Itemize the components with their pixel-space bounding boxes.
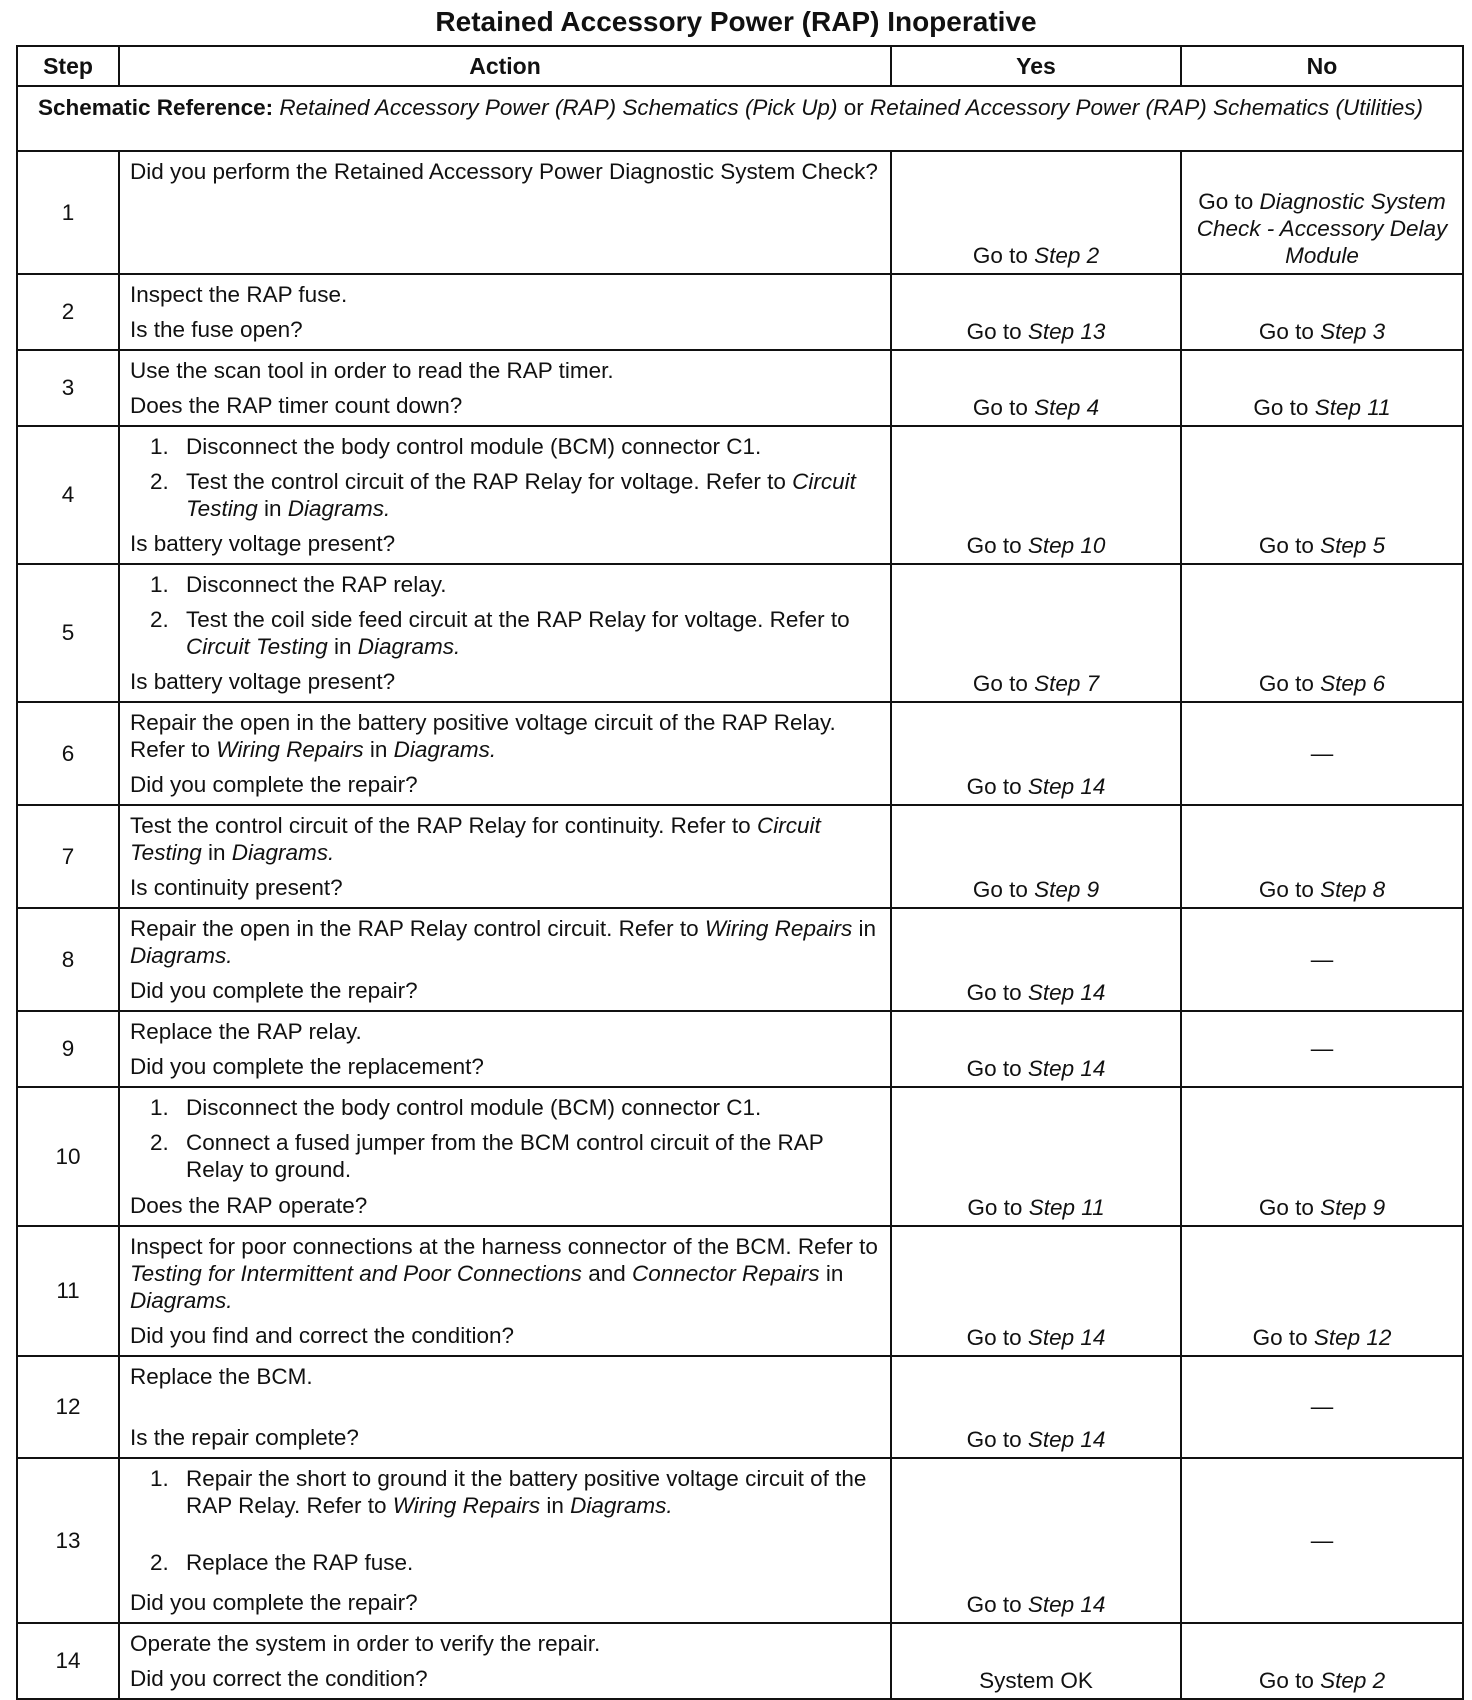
yes-result (891, 1087, 1181, 1226)
text-segment: Go to (1198, 189, 1260, 214)
action-cell (119, 564, 891, 702)
action-list-item (130, 606, 880, 660)
italic-reference-text: Diagrams. (231, 840, 335, 865)
italic-reference-text: Diagrams. (287, 496, 391, 521)
action-cell (119, 1226, 891, 1356)
step-number: 7 (17, 805, 119, 908)
action-cell (119, 1623, 891, 1699)
text-segment: — (1310, 740, 1334, 766)
no-result (1181, 151, 1463, 274)
text-segment: Go to (1258, 671, 1321, 696)
italic-reference-text: Step 9 (1034, 877, 1100, 902)
text-segment: — (1310, 1036, 1334, 1061)
action-paragraph (130, 709, 880, 763)
italic-reference-text: Step 6 (1320, 671, 1386, 696)
action-question: Is battery voltage present? (130, 531, 396, 556)
table-row-step-3 (17, 350, 1463, 426)
yes-result (891, 1623, 1181, 1699)
step-number: 8 (17, 908, 119, 1011)
no-result (1181, 564, 1463, 702)
italic-reference-text: Step 14 (1027, 1325, 1106, 1350)
no-result (1181, 274, 1463, 350)
yes-result (891, 426, 1181, 564)
text-segment: in (257, 496, 288, 521)
text-segment: in (327, 634, 358, 659)
table-row-step-11 (17, 1226, 1463, 1356)
text-segment: Inspect the RAP fuse. (130, 282, 348, 307)
action-question: Did you complete the replacement? (130, 1054, 484, 1079)
action-paragraph (130, 812, 880, 866)
italic-reference-text: Step 11 (1028, 1195, 1105, 1220)
italic-reference-text: Step 7 (1034, 671, 1100, 696)
text-segment: Go to (1252, 1325, 1314, 1350)
action-cell (119, 1011, 891, 1087)
italic-reference-text: Diagnostic System Check - Accessory Delay Module (1196, 189, 1448, 268)
action-question: Did you complete the repair? (130, 772, 418, 797)
action-paragraph (130, 1018, 880, 1045)
action-list-item (130, 433, 880, 460)
action-cell (119, 805, 891, 908)
action-question: Is battery voltage present? (130, 669, 396, 694)
list-number: 1. (150, 572, 169, 597)
action-cell (119, 274, 891, 350)
text-segment: in (363, 737, 394, 762)
list-number: 1. (150, 434, 169, 459)
step-number: 3 (17, 350, 119, 426)
yes-result (891, 702, 1181, 805)
page-title: Retained Accessory Power (RAP) Inoperative (435, 6, 1037, 37)
italic-reference-text: Wiring Repairs (392, 1493, 541, 1518)
header-step: Step (17, 46, 119, 86)
italic-reference-text: Step 13 (1027, 319, 1106, 344)
action-list-item (130, 1129, 880, 1183)
no-result (1181, 805, 1463, 908)
no-result (1181, 908, 1463, 1011)
text-segment: Go to (966, 1592, 1028, 1617)
text-segment: Disconnect the body control module (BCM) connector C1. (186, 1095, 762, 1120)
text-segment: Go to (966, 319, 1028, 344)
text-segment: Go to (972, 877, 1035, 902)
action-paragraph (130, 158, 880, 185)
action-question: Does the RAP operate? (130, 1193, 368, 1218)
text-segment: in (852, 916, 876, 941)
italic-reference-text: Diagrams. (357, 634, 461, 659)
action-cell (119, 908, 891, 1011)
no-result (1181, 426, 1463, 564)
no-result (1181, 1623, 1463, 1699)
italic-reference-text: Diagrams. (570, 1493, 673, 1518)
step-number: 13 (17, 1458, 119, 1623)
text-segment: Go to (967, 1195, 1029, 1220)
diagnostic-table (16, 45, 1464, 1700)
italic-reference-text: Step 14 (1027, 1592, 1106, 1617)
yes-result (891, 805, 1181, 908)
italic-reference-text: Step 3 (1320, 319, 1386, 344)
list-number: 1. (150, 1466, 169, 1491)
schematic-reference-row (17, 86, 1463, 151)
list-number: 1. (150, 1095, 169, 1120)
yes-result (891, 1011, 1181, 1087)
text-segment: Disconnect the body control module (BCM) connector C1. (186, 434, 762, 459)
step-number: 5 (17, 564, 119, 702)
yes-result (891, 908, 1181, 1011)
step-number: 11 (17, 1226, 119, 1356)
text-segment: Repair the short to ground it the battery positive voltage circuit of the RAP Relay. Refer to (186, 1466, 867, 1518)
action-paragraph (130, 1630, 880, 1657)
action-question: Did you complete the repair? (130, 978, 418, 1003)
text-segment: in (201, 840, 232, 865)
text-segment: or (837, 95, 870, 120)
text-segment: Repair the open in the RAP Relay control circuit. Refer to (130, 916, 705, 941)
action-list-item (130, 571, 880, 598)
text-segment: Replace the RAP fuse. (186, 1550, 414, 1575)
action-list-item (130, 1465, 880, 1519)
text-segment: Connect a fused jumper from the BCM control circuit of the RAP Relay to ground. (186, 1130, 824, 1182)
text-segment: Go to (966, 1056, 1028, 1081)
text-segment: Go to (966, 774, 1028, 799)
italic-reference-text: Step 2 (1320, 1668, 1386, 1693)
text-segment: Go to (1253, 395, 1315, 420)
action-paragraph (130, 357, 880, 384)
action-cell (119, 151, 891, 274)
italic-reference-text: Diagrams. (393, 737, 497, 762)
action-question: Is the fuse open? (130, 317, 303, 342)
no-result (1181, 1226, 1463, 1356)
action-cell (119, 1458, 891, 1623)
table-row-step-7 (17, 805, 1463, 908)
italic-reference-text: Wiring Repairs (704, 916, 853, 941)
yes-result (891, 151, 1181, 274)
action-cell (119, 426, 891, 564)
text-segment: Inspect for poor connections at the harness connector of the BCM. Refer to (130, 1234, 878, 1259)
action-cell (119, 1356, 891, 1458)
table-row-step-6 (17, 702, 1463, 805)
yes-result (891, 274, 1181, 350)
text-segment: — (1310, 1394, 1334, 1419)
text-segment: Use the scan tool in order to read the RAP timer. (130, 358, 614, 383)
yes-result (891, 564, 1181, 702)
italic-reference-text: Circuit Testing (186, 469, 856, 521)
text-segment: — (1310, 1527, 1334, 1553)
no-result (1181, 1356, 1463, 1458)
table-row-step-12 (17, 1356, 1463, 1458)
italic-reference-text: Connector Repairs (631, 1261, 820, 1286)
text-segment: Operate the system in order to verify the repair. (130, 1631, 601, 1656)
text-segment: Go to (1258, 877, 1321, 902)
action-paragraph (130, 915, 880, 969)
list-number: 2. (150, 1130, 169, 1155)
text-segment: Schematic Reference: (38, 95, 280, 120)
step-number: 6 (17, 702, 119, 805)
text-segment: Go to (972, 243, 1035, 268)
action-list-item (130, 468, 880, 522)
action-paragraph (130, 1363, 880, 1390)
step-number: 14 (17, 1623, 119, 1699)
text-segment: Test the coil side feed circuit at the RAP Relay for voltage. Refer to (186, 607, 850, 632)
text-segment: — (1310, 946, 1334, 972)
step-number: 9 (17, 1011, 119, 1087)
action-question: Is continuity present? (130, 875, 343, 900)
no-result (1181, 1087, 1463, 1226)
italic-reference-text: Testing for Intermittent and Poor Connections (130, 1261, 582, 1286)
table-row-step-14 (17, 1623, 1463, 1699)
text-segment: Did you perform the Retained Accessory Power Diagnostic System Check? (130, 159, 878, 184)
action-question: Did you complete the repair? (130, 1590, 418, 1615)
action-question: Did you find and correct the condition? (130, 1323, 514, 1348)
table-row-step-10 (17, 1087, 1463, 1226)
yes-result (891, 350, 1181, 426)
yes-result (891, 1458, 1181, 1623)
list-number: 2. (150, 469, 169, 494)
italic-reference-text: Step 14 (1027, 980, 1106, 1005)
text-segment: Test the control circuit of the RAP Relay for continuity. Refer to (130, 813, 757, 838)
action-question: Is the repair complete? (130, 1425, 359, 1450)
step-number: 12 (17, 1356, 119, 1458)
italic-reference-text: Circuit Testing (130, 813, 821, 865)
table-row-step-8 (17, 908, 1463, 1011)
action-question: Does the RAP timer count down? (130, 393, 463, 418)
text-segment: Repair the open in the battery positive voltage circuit of the RAP Relay. Refer to (130, 710, 836, 762)
action-list-item (130, 1094, 880, 1121)
step-number: 1 (17, 151, 119, 274)
italic-reference-text: Step 5 (1320, 533, 1386, 558)
italic-reference-text: Step 14 (1027, 774, 1106, 799)
action-paragraph (130, 281, 880, 308)
schematic-reference (17, 86, 1463, 151)
italic-reference-text: Wiring Repairs (216, 737, 364, 762)
list-number: 2. (150, 607, 169, 632)
table-row-step-4 (17, 426, 1463, 564)
italic-reference-text: Step 8 (1320, 877, 1386, 902)
text-segment: Go to (966, 1325, 1028, 1350)
action-paragraph (130, 1233, 880, 1314)
italic-reference-text: Step 11 (1314, 395, 1391, 420)
italic-reference-text: Diagrams. (130, 943, 233, 968)
text-segment: Go to (1258, 1668, 1321, 1693)
italic-reference-text: Diagrams. (130, 1288, 233, 1313)
step-number: 2 (17, 274, 119, 350)
italic-reference-text: Circuit Testing (186, 634, 328, 659)
action-cell (119, 1087, 891, 1226)
no-result (1181, 1011, 1463, 1087)
step-number: 10 (17, 1087, 119, 1226)
header-yes: Yes (891, 46, 1181, 86)
no-result (1181, 350, 1463, 426)
list-number: 2. (150, 1550, 169, 1575)
text-segment: Disconnect the RAP relay. (186, 572, 447, 597)
yes-result (891, 1226, 1181, 1356)
action-cell (119, 702, 891, 805)
header-row (17, 46, 1463, 86)
text-segment: Go to (966, 980, 1028, 1005)
action-list-item (130, 1549, 880, 1576)
action-question: Did you correct the condition? (130, 1666, 428, 1691)
table-row-step-9 (17, 1011, 1463, 1087)
step-number: 4 (17, 426, 119, 564)
table-row-step-1 (17, 151, 1463, 274)
header-no: No (1181, 46, 1463, 86)
text-segment: Go to (966, 533, 1028, 558)
text-segment: Go to (966, 1427, 1028, 1452)
text-segment: Replace the RAP relay. (130, 1019, 362, 1044)
no-result (1181, 702, 1463, 805)
text-segment: in (819, 1261, 844, 1286)
text-segment: Go to (972, 671, 1035, 696)
italic-reference-text: Step 2 (1034, 243, 1100, 268)
italic-reference-text: Step 9 (1320, 1195, 1386, 1220)
italic-reference-text: Step 10 (1027, 533, 1106, 558)
italic-reference-text: Step 4 (1034, 395, 1100, 420)
table-row-step-5 (17, 564, 1463, 702)
yes-result (891, 1356, 1181, 1458)
text-segment: in (540, 1493, 571, 1518)
text-segment: Replace the BCM. (130, 1364, 313, 1389)
italic-reference-text: Step 14 (1027, 1427, 1106, 1452)
italic-reference-text: Retained Accessory Power (RAP) Schematics (Utilities) (869, 95, 1424, 120)
no-result (1181, 1458, 1463, 1623)
italic-reference-text: Step 14 (1027, 1056, 1106, 1081)
italic-reference-text: Retained Accessory Power (RAP) Schematics (Pick Up) (279, 95, 838, 120)
text-segment: System OK (979, 1668, 1093, 1693)
table-row-step-13 (17, 1458, 1463, 1623)
text-segment: Go to (1258, 533, 1321, 558)
italic-reference-text: Step 12 (1313, 1325, 1392, 1350)
text-segment: Go to (1258, 319, 1321, 344)
header-action: Action (119, 46, 891, 86)
text-segment: Go to (1258, 1195, 1321, 1220)
text-segment: Go to (972, 395, 1035, 420)
text-segment: Test the control circuit of the RAP Relay for voltage. Refer to (186, 469, 793, 494)
action-cell (119, 350, 891, 426)
table-row-step-2 (17, 274, 1463, 350)
text-segment: and (581, 1261, 632, 1286)
